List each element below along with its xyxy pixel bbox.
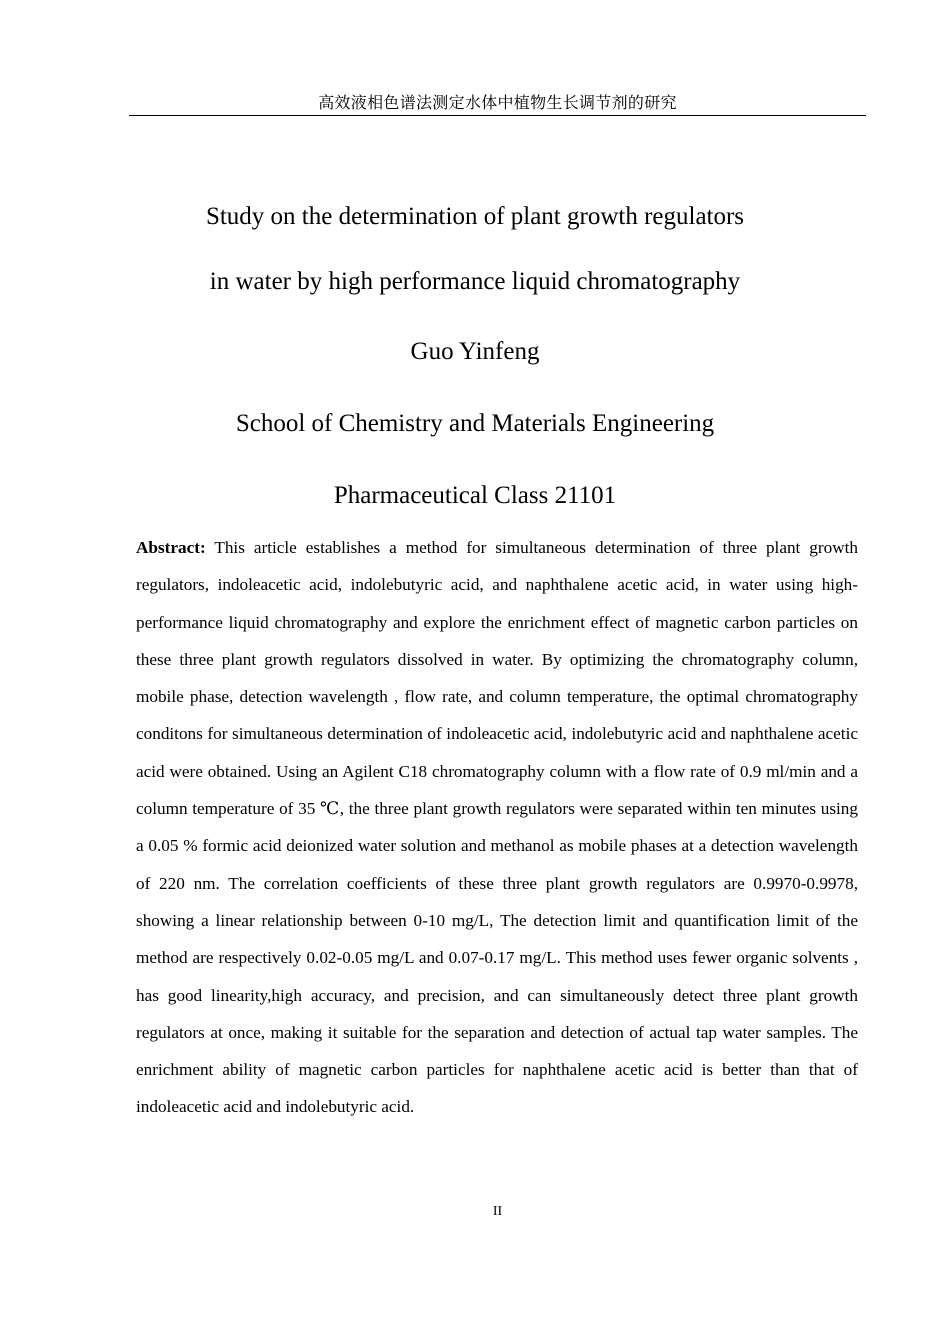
page-number: II xyxy=(492,1204,503,1219)
abstract-text: This article establishes a method for simultaneous determination of three plant growth regulators, indoleacetic acid, indolebutyric acid, and naphthalene acetic acid, in water using high-performance liquid chromatography and explore the enrichment effect of magnetic carbon particles on these three plant growth regulators dissolved in water. By optimizing the chromatography column, mobile phase, detection wavelength , flow rate, and column temperature, the optimal chromatography conditons for simultaneous determination of indoleacetic acid, indolebutyric acid and naphthalene acetic acid were obtained. Using an Agilent C18 chromatography column with a flow rate of 0.9 ml/min and a column temperature of 35 ℃, the three plant growth regulators were separated within ten minutes using a 0.05 % formic acid deionized water solution and methanol as mobile phases at a detection wavelength of 220 nm. The correlation coefficients of these three plant growth regulators are 0.9970-0.9978, showing a linear relationship between 0-10 mg/L, The detection limit and quantification limit of the method are respectively 0.02-0.05 mg/L and 0.07-0.17 mg/L. This method uses fewer organic solvents , has good linearity,high accuracy, and precision, and can simultaneously detect three plant growth regulators at once, making it suitable for the separation and detection of actual tap water samples. The enrichment ability of magnetic carbon particles for naphthalene acetic acid is better than that of indoleacetic acid and indolebutyric acid. xyxy=(136,538,858,1117)
author-name: Guo Yinfeng xyxy=(410,338,540,365)
author-class: Pharmaceutical Class 21101 xyxy=(333,482,617,509)
running-header: 高效液相色谱法测定水体中植物生长调节剂的研究 xyxy=(129,93,866,116)
abstract-label: Abstract: xyxy=(136,538,206,557)
author-school: School of Chemistry and Materials Engineering xyxy=(235,410,715,437)
paper-title-line-1: Study on the determination of plant growth regulators xyxy=(205,203,745,230)
paper-title-line-2: in water by high performance liquid chromatography xyxy=(209,268,741,295)
abstract-paragraph xyxy=(136,529,858,1126)
